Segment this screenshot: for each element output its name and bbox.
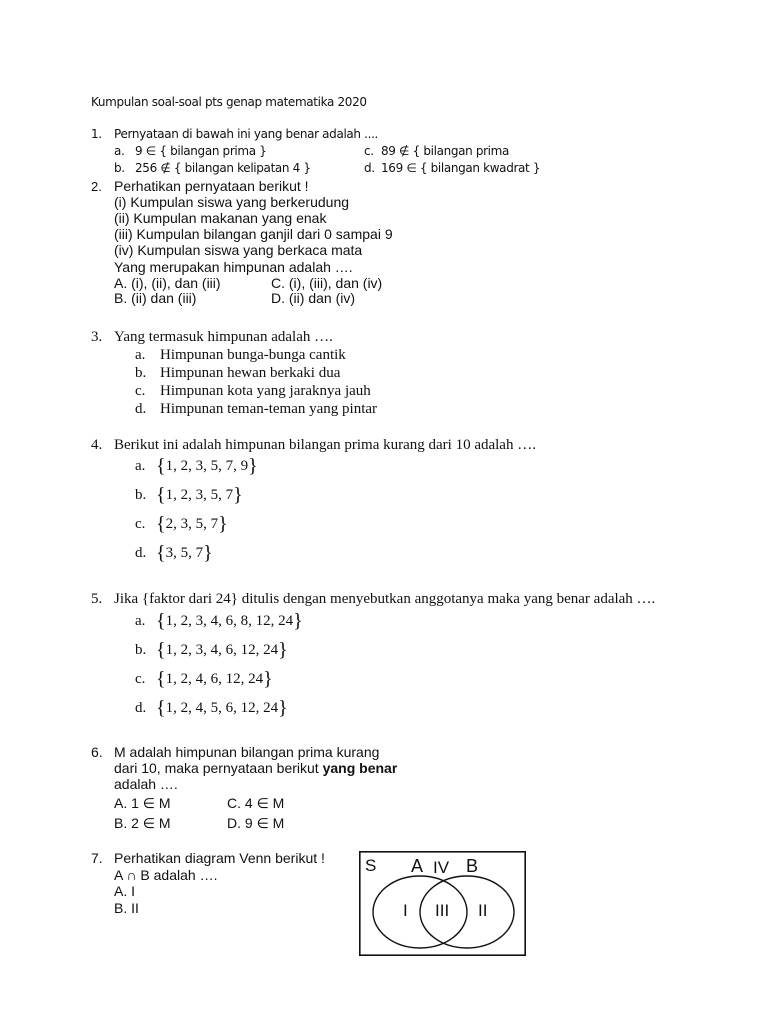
q5-c-label: c. bbox=[135, 671, 146, 687]
q3-d-text: Himpunan teman-teman yang pintar bbox=[160, 401, 378, 417]
q2-question: Yang merupakan himpunan adalah …. bbox=[114, 259, 353, 275]
q1-d-label: d. bbox=[364, 161, 375, 175]
q3-d-label: d. bbox=[135, 401, 147, 417]
q4-c-set-values: 2, 3, 5, 7 bbox=[165, 516, 219, 532]
q6-option-a: A. 1 ∈ M bbox=[114, 795, 171, 811]
q6-line-2-text: dari 10, maka pernyataan berikut bbox=[114, 760, 323, 776]
q4-d-label: d. bbox=[135, 545, 147, 561]
q1-stem: Pernyataan di bawah ini yang benar adalah .... bbox=[114, 127, 379, 141]
q2-statement-i: (i) Kumpulan siswa yang berkerudung bbox=[114, 194, 350, 210]
q2-option-b: B. (ii) dan (iii) bbox=[114, 290, 197, 306]
q4-c-set: {2, 3, 5, 7} bbox=[156, 513, 228, 535]
q6-emphasis: yang benar bbox=[322, 760, 398, 776]
q7-stem: Perhatikan diagram Venn berikut ! bbox=[114, 850, 325, 866]
q5-a-set: {1, 2, 3, 4, 6, 8, 12, 24} bbox=[156, 610, 303, 632]
q4-c-label: c. bbox=[135, 516, 146, 532]
q2-statement-iv: (iv) Kumpulan siswa yang berkaca mata bbox=[114, 242, 363, 258]
q6-line-1: M adalah himpunan bilangan prima kurang bbox=[114, 744, 380, 760]
q6-line-2 bbox=[114, 761, 397, 775]
q1-a-text: 9 ∈ { bilangan prima } bbox=[135, 144, 267, 158]
q3-c-text: Himpunan kota yang jaraknya jauh bbox=[160, 383, 371, 399]
venn-region-ii: II bbox=[478, 901, 488, 920]
q6-line-3: adalah …. bbox=[114, 776, 178, 792]
q4-b-set: {1, 2, 3, 5, 7} bbox=[156, 484, 243, 506]
q5-number: 5. bbox=[91, 591, 103, 607]
q7-number: 7. bbox=[91, 850, 103, 866]
q2-statement-ii: (ii) Kumpulan makanan yang enak bbox=[114, 210, 327, 226]
q3-b-label: b. bbox=[135, 365, 147, 381]
q5-c-set: {1, 2, 4, 6, 12, 24} bbox=[156, 668, 273, 690]
q6-number: 6. bbox=[91, 744, 103, 760]
venn-label-b: B bbox=[466, 856, 479, 876]
q2-option-c: C. (i), (iii), dan (iv) bbox=[271, 275, 383, 291]
q2-number: 2. bbox=[91, 179, 102, 194]
q3-a-text: Himpunan bunga-bunga cantik bbox=[160, 347, 346, 363]
q5-a-label: a. bbox=[135, 613, 146, 629]
venn-region-i: I bbox=[403, 901, 408, 920]
q1-b-text: 256 ∉ { bilangan kelipatan 4 } bbox=[135, 161, 311, 175]
q5-d-set: {1, 2, 4, 5, 6, 12, 24} bbox=[156, 697, 288, 719]
q2-stem: Perhatikan pernyataan berikut ! bbox=[114, 178, 309, 194]
q3-c-label: c. bbox=[135, 383, 146, 399]
q4-number: 4. bbox=[91, 437, 103, 453]
q1-b-label: b. bbox=[114, 161, 125, 175]
q6-option-b: B. 2 ∈ M bbox=[114, 815, 171, 831]
q5-b-set: {1, 2, 3, 4, 6, 12, 24} bbox=[156, 639, 288, 661]
q4-b-label: b. bbox=[135, 487, 147, 503]
q5-c-set-values: 1, 2, 4, 6, 12, 24 bbox=[165, 671, 264, 687]
q4-d-set: {3, 5, 7} bbox=[156, 542, 213, 564]
q1-c-text: 89 ∉ { bilangan prima bbox=[381, 144, 510, 158]
q5-b-label: b. bbox=[135, 642, 147, 658]
q5-d-label: d. bbox=[135, 700, 147, 716]
q6-option-d: D. 9 ∈ M bbox=[227, 815, 285, 831]
document-title: Kumpulan soal-soal pts genap matematika 2020 bbox=[91, 95, 367, 109]
q1-c-label: c. bbox=[364, 144, 374, 158]
q5-a-set-values: 1, 2, 3, 4, 6, 8, 12, 24 bbox=[165, 613, 294, 629]
q6-option-c: C. 4 ∈ M bbox=[227, 795, 285, 811]
q2-option-a: A. (i), (ii), dan (iii) bbox=[114, 275, 221, 291]
q4-a-label: a. bbox=[135, 458, 146, 474]
q3-a-label: a. bbox=[135, 347, 146, 363]
q7-option-b: B. II bbox=[114, 900, 139, 916]
q4-a-set: {1, 2, 3, 5, 7, 9} bbox=[156, 455, 258, 477]
q5-b-set-values: 1, 2, 3, 4, 6, 12, 24 bbox=[165, 642, 279, 658]
q7-option-a: A. I bbox=[114, 883, 136, 899]
q2-statement-iii: (iii) Kumpulan bilangan ganjil dari 0 sampai 9 bbox=[114, 226, 393, 242]
q1-a-label: a. bbox=[114, 144, 125, 158]
q5-d-set-values: 1, 2, 4, 5, 6, 12, 24 bbox=[165, 700, 279, 716]
venn-label-s: S bbox=[365, 856, 377, 875]
q4-b-set-values: 1, 2, 3, 5, 7 bbox=[165, 487, 234, 503]
q4-d-set-values: 3, 5, 7 bbox=[165, 545, 204, 561]
q4-stem: Berikut ini adalah himpunan bilangan prima kurang dari 10 adalah …. bbox=[114, 437, 536, 453]
q5-stem: Jika {faktor dari 24} ditulis dengan menyebutkan anggotanya maka yang benar adalah …. bbox=[114, 591, 656, 607]
q3-number: 3. bbox=[91, 329, 103, 345]
q7-question: A ∩ B adalah …. bbox=[114, 867, 218, 883]
q2-option-d: D. (ii) dan (iv) bbox=[271, 290, 356, 306]
q1-number: 1. bbox=[91, 127, 102, 141]
venn-region-iv: IV bbox=[433, 858, 450, 877]
q3-b-text: Himpunan hewan berkaki dua bbox=[160, 365, 341, 381]
q1-d-text: 169 ∈ { bilangan kwadrat } bbox=[381, 161, 541, 175]
venn-diagram bbox=[359, 851, 526, 956]
venn-label-a: A bbox=[411, 856, 424, 876]
q3-stem: Yang termasuk himpunan adalah …. bbox=[114, 329, 333, 345]
venn-region-iii: III bbox=[435, 901, 450, 920]
q4-a-set-values: 1, 2, 3, 5, 7, 9 bbox=[165, 458, 249, 474]
